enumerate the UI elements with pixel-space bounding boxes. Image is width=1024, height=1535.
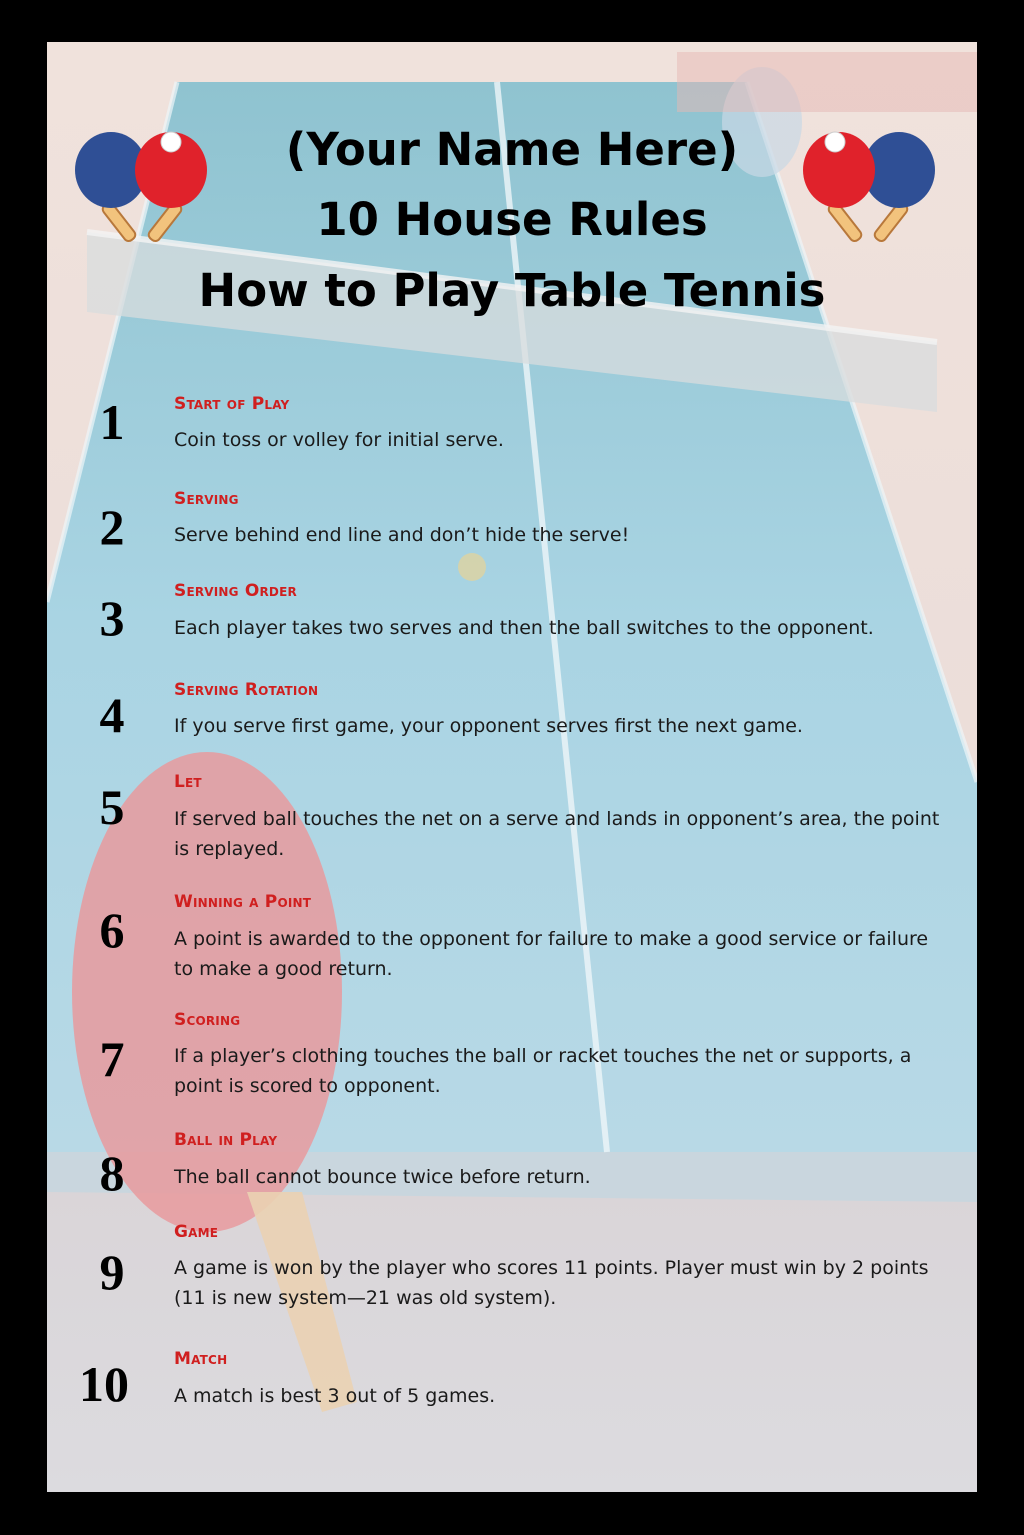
rule-number: 9 — [99, 1244, 125, 1300]
title-how-to-play: How to Play Table Tennis — [198, 264, 826, 317]
rule-heading: Game — [174, 1222, 219, 1242]
rule-text: A match is best 3 out of 5 games. — [174, 1385, 496, 1407]
rule-number: 4 — [99, 687, 125, 743]
rule-number: 10 — [79, 1356, 129, 1412]
rule-text: If a player’s clothing touches the ball or racket touches the net or supports, a point is scored to opponent. — [174, 1045, 912, 1097]
rule-heading: Ball in Play — [174, 1130, 278, 1150]
rule-heading: Scoring — [174, 1010, 241, 1030]
poster — [47, 42, 977, 1492]
rule-text: The ball cannot bounce twice before return. — [174, 1166, 591, 1188]
title-name: (Your Name Here) — [285, 123, 739, 176]
rule-text: If you serve first game, your opponent serves first the next game. — [174, 715, 803, 737]
rule-text: Each player takes two serves and then the ball switches to the opponent. — [174, 617, 874, 639]
rule-heading: Serving Rotation — [174, 680, 319, 700]
rule-number: 5 — [99, 779, 125, 835]
rule-text: Coin toss or volley for initial serve. — [174, 429, 504, 451]
rule-number: 3 — [99, 590, 125, 646]
rule-number: 2 — [99, 499, 125, 555]
rule-number: 7 — [99, 1031, 125, 1087]
rule-number: 1 — [99, 394, 125, 450]
rule-text: A point is awarded to the opponent for failure to make a good service or failure to make a good return. — [174, 928, 929, 980]
title-house-rules: 10 House Rules — [316, 193, 708, 246]
rule-heading: Start of Play — [174, 394, 290, 414]
rule-text: A game is won by the player who scores 11 points. Player must win by 2 points (11 is new system—21 was old system). — [174, 1257, 929, 1309]
rule-text: Serve behind end line and don’t hide the serve! — [174, 524, 630, 546]
rule-heading: Serving — [174, 489, 239, 509]
rule-heading: Winning a Point — [174, 892, 312, 912]
rule-heading: Serving Order — [174, 581, 297, 601]
rule-number: 8 — [99, 1145, 125, 1201]
rule-heading: Let — [174, 772, 202, 792]
rule-heading: Match — [174, 1349, 228, 1369]
rule-number: 6 — [99, 902, 125, 958]
rule-text: If served ball touches the net on a serve and lands in opponent’s area, the point is replayed. — [174, 808, 940, 860]
